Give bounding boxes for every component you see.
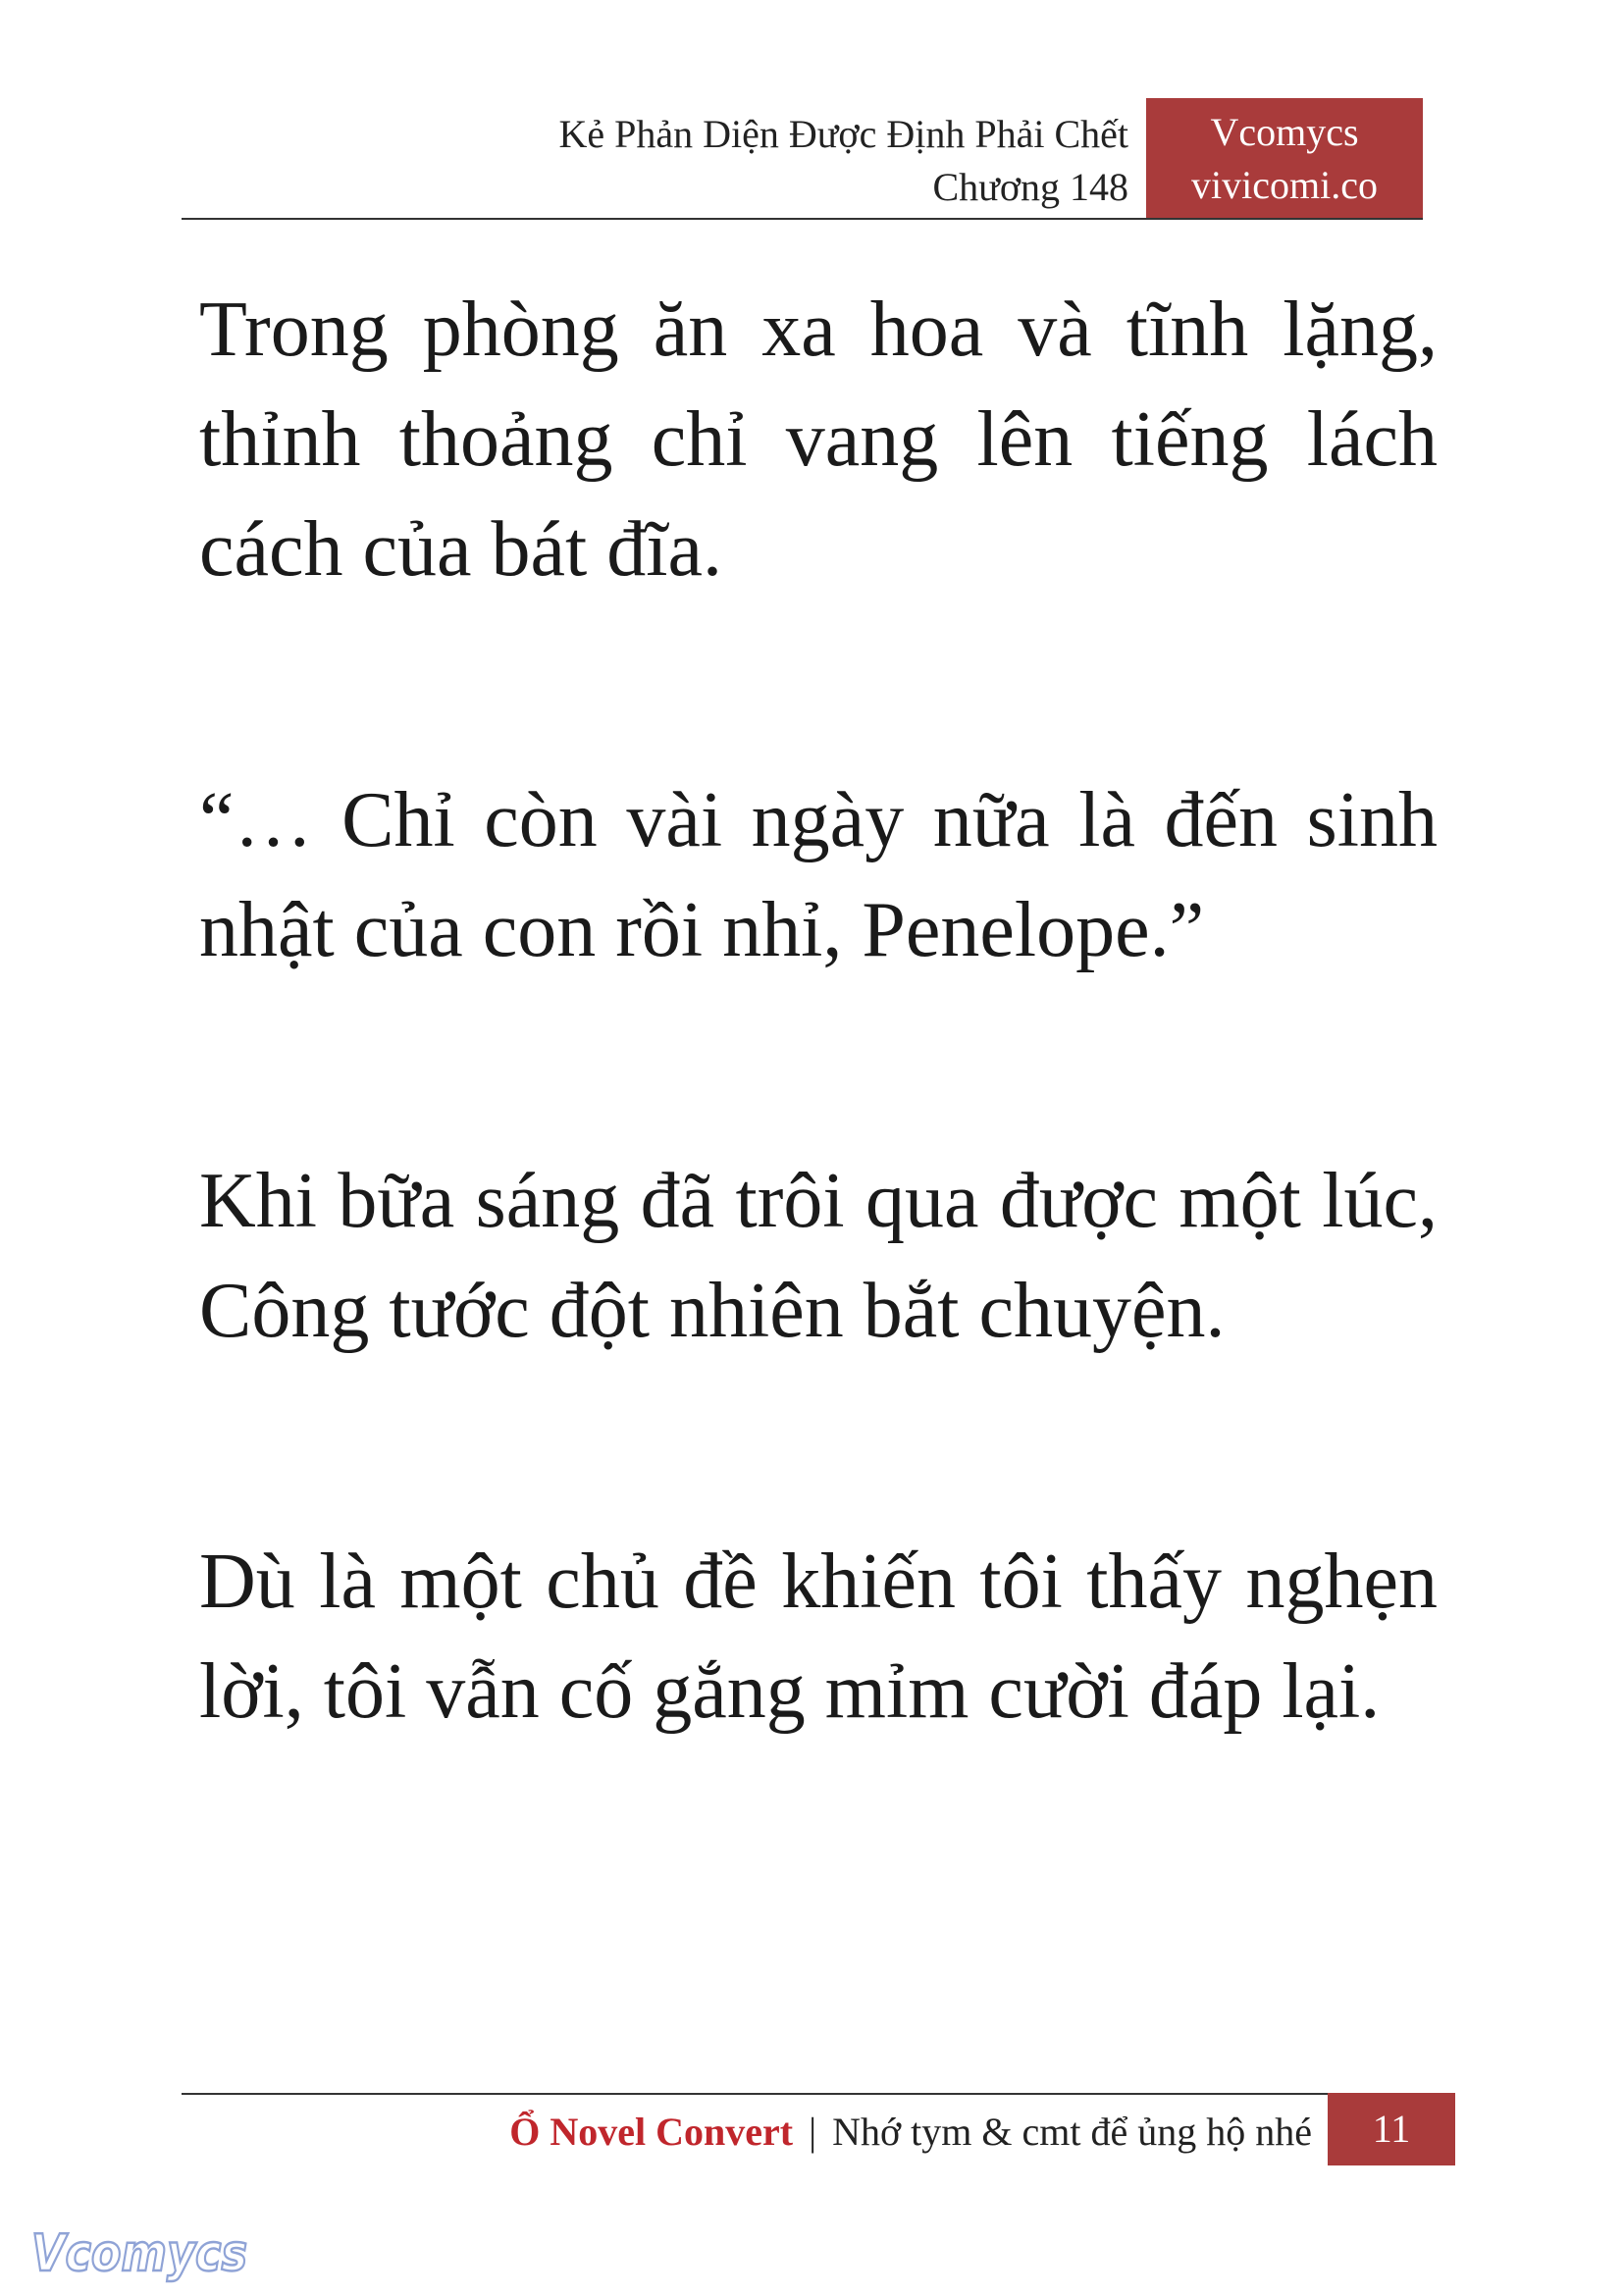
page-body (199, 275, 1438, 1747)
footer-message: Nhớ tym & cmt để ủng hộ nhé (832, 2110, 1312, 2154)
footer-line (509, 2103, 1312, 2162)
paragraph-2: “… Chỉ còn vài ngày nữa là đến sinh nhật của con rồi nhỉ, Penelope.” (199, 777, 1438, 973)
paragraph-4: Dù là một chủ đề khiến tôi thấy nghẹn lời, tôi vẫn cố gắng mỉm cười đáp lại. (199, 1539, 1438, 1735)
brand-name: Vcomycs (1210, 110, 1359, 154)
book-title: Kẻ Phản Diện Được Định Phải Chết (558, 112, 1128, 156)
running-header (558, 108, 1128, 214)
footer-separator: | (809, 2110, 817, 2154)
paragraph-1: Trong phòng ăn xa hoa và tĩnh lặng, thỉnh thoảng chỉ vang lên tiếng lách cách của bát đĩa. (199, 287, 1438, 593)
paragraph-3: Khi bữa sáng đã trôi qua được một lúc, Công tước đột nhiên bắt chuyện. (199, 1158, 1438, 1354)
header-divider (182, 218, 1423, 220)
brand-site: vivicomi.co (1191, 163, 1378, 207)
footer-divider (182, 2093, 1328, 2095)
watermark-logo-text: Vcomycs (31, 2224, 247, 2283)
footer-brand: Ổ Novel Convert (509, 2110, 794, 2154)
watermark-logo (27, 2219, 253, 2288)
page-number: 11 (1328, 2093, 1455, 2165)
brand-box (1146, 98, 1423, 220)
chapter-label: Chương 148 (932, 165, 1128, 209)
